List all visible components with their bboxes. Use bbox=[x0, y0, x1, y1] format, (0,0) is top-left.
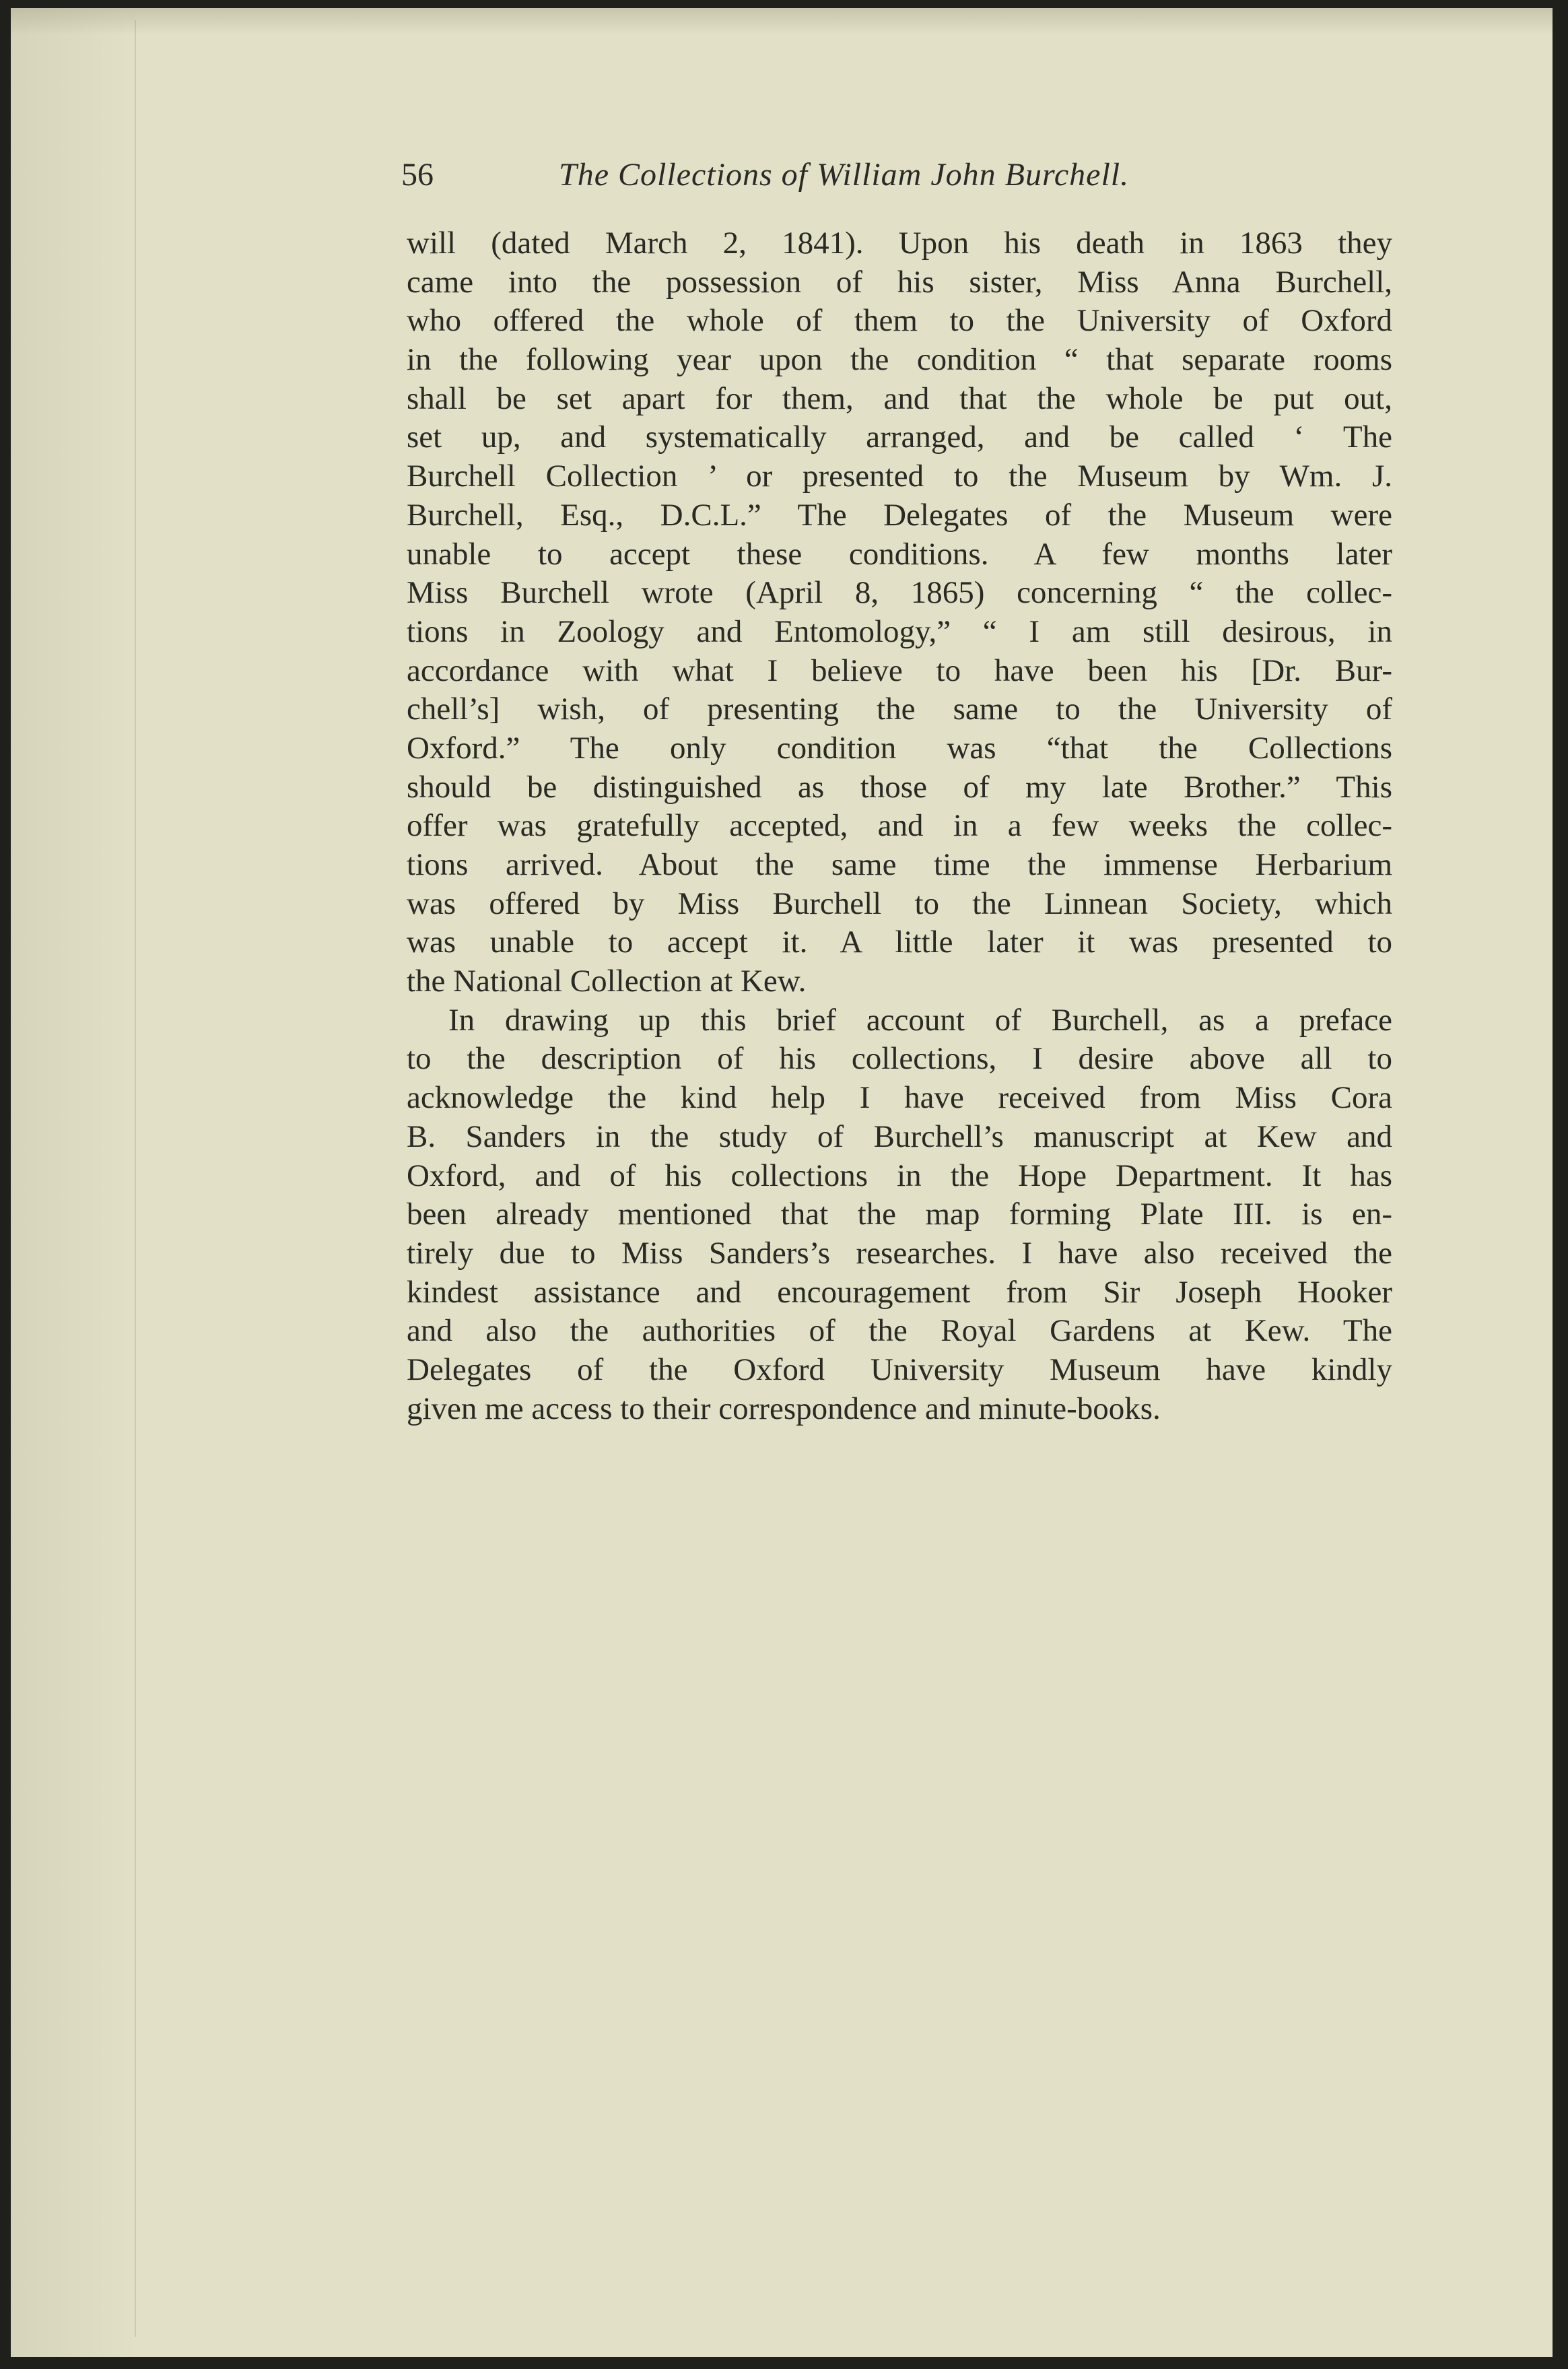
page-number: 56 bbox=[401, 157, 434, 193]
text-line: will (dated March 2, 1841). Upon his death in 1863 they bbox=[407, 226, 1392, 261]
page-top-shadow bbox=[11, 8, 1553, 35]
text-line: was unable to accept it. A little later it was presented to bbox=[407, 925, 1392, 960]
paragraph-end-line: the National Collection at Kew. bbox=[407, 964, 807, 999]
text-line: offer was gratefully accepted, and in a few weeks the collec- bbox=[407, 808, 1392, 844]
running-title: The Collections of William John Burchell. bbox=[559, 157, 1130, 193]
text-line: tions arrived. About the same time the immense Herbarium bbox=[407, 847, 1392, 882]
text-line: was offered by Miss Burchell to the Linnean Society, which bbox=[407, 886, 1392, 921]
text-line: Oxford, and of his collections in the Hope Department. It has bbox=[407, 1158, 1392, 1193]
text-line: in the following year upon the condition “ that separate rooms bbox=[407, 342, 1392, 378]
text-line: acknowledge the kind help I have received from Miss Cora bbox=[407, 1080, 1392, 1116]
text-line: Delegates of the Oxford University Museum have kindly bbox=[407, 1352, 1392, 1387]
text-line: Miss Burchell wrote (April 8, 1865) concerning “ the collec- bbox=[407, 575, 1392, 611]
text-line: B. Sanders in the study of Burchell’s manuscript at Kew and bbox=[407, 1119, 1392, 1154]
text-line: who offered the whole of them to the University of Oxford bbox=[407, 303, 1392, 339]
text-line: been already mentioned that the map forming Plate III. is en- bbox=[407, 1197, 1392, 1232]
running-head bbox=[401, 154, 1398, 201]
text-line: to the description of his collections, I desire above all to bbox=[407, 1041, 1392, 1077]
text-line: should be distinguished as those of my late Brother.” This bbox=[407, 769, 1392, 805]
text-line: unable to accept these conditions. A few months later bbox=[407, 536, 1392, 572]
paragraph-end-line: given me access to their correspondence and minute-books. bbox=[407, 1391, 1161, 1426]
text-line: tions in Zoology and Entomology,” “ I am still desirous, in bbox=[407, 613, 1392, 649]
text-line: and also the authorities of the Royal Gardens at Kew. The bbox=[407, 1313, 1392, 1349]
text-line: accordance with what I believe to have been his [Dr. Bur- bbox=[407, 653, 1392, 688]
text-line: shall be set apart for them, and that the whole be put out, bbox=[407, 380, 1392, 416]
text-line: Burchell Collection ’ or presented to the Museum by Wm. J. bbox=[407, 459, 1392, 494]
text-line: chell’s] wish, of presenting the same to the University of bbox=[407, 692, 1392, 727]
text-line: set up, and systematically arranged, and be called ‘ The bbox=[407, 420, 1392, 455]
text-line: Oxford.” The only condition was “that the Collections bbox=[407, 730, 1392, 766]
text-line: kindest assistance and encouragement from Sir Joseph Hooker bbox=[407, 1274, 1392, 1310]
text-line: tirely due to Miss Sanders’s researches. I have also received the bbox=[407, 1235, 1392, 1271]
body-text bbox=[407, 224, 1392, 1428]
paragraph-start-line: In drawing up this brief account of Burchell, as a preface bbox=[448, 1002, 1392, 1038]
text-line: came into the possession of his sister, Miss Anna Burchell, bbox=[407, 264, 1392, 300]
text-line: Burchell, Esq., D.C.L.” The Delegates of the Museum were bbox=[407, 497, 1392, 533]
page-fold-line bbox=[135, 20, 136, 2337]
page-gutter-shading bbox=[11, 8, 139, 2357]
